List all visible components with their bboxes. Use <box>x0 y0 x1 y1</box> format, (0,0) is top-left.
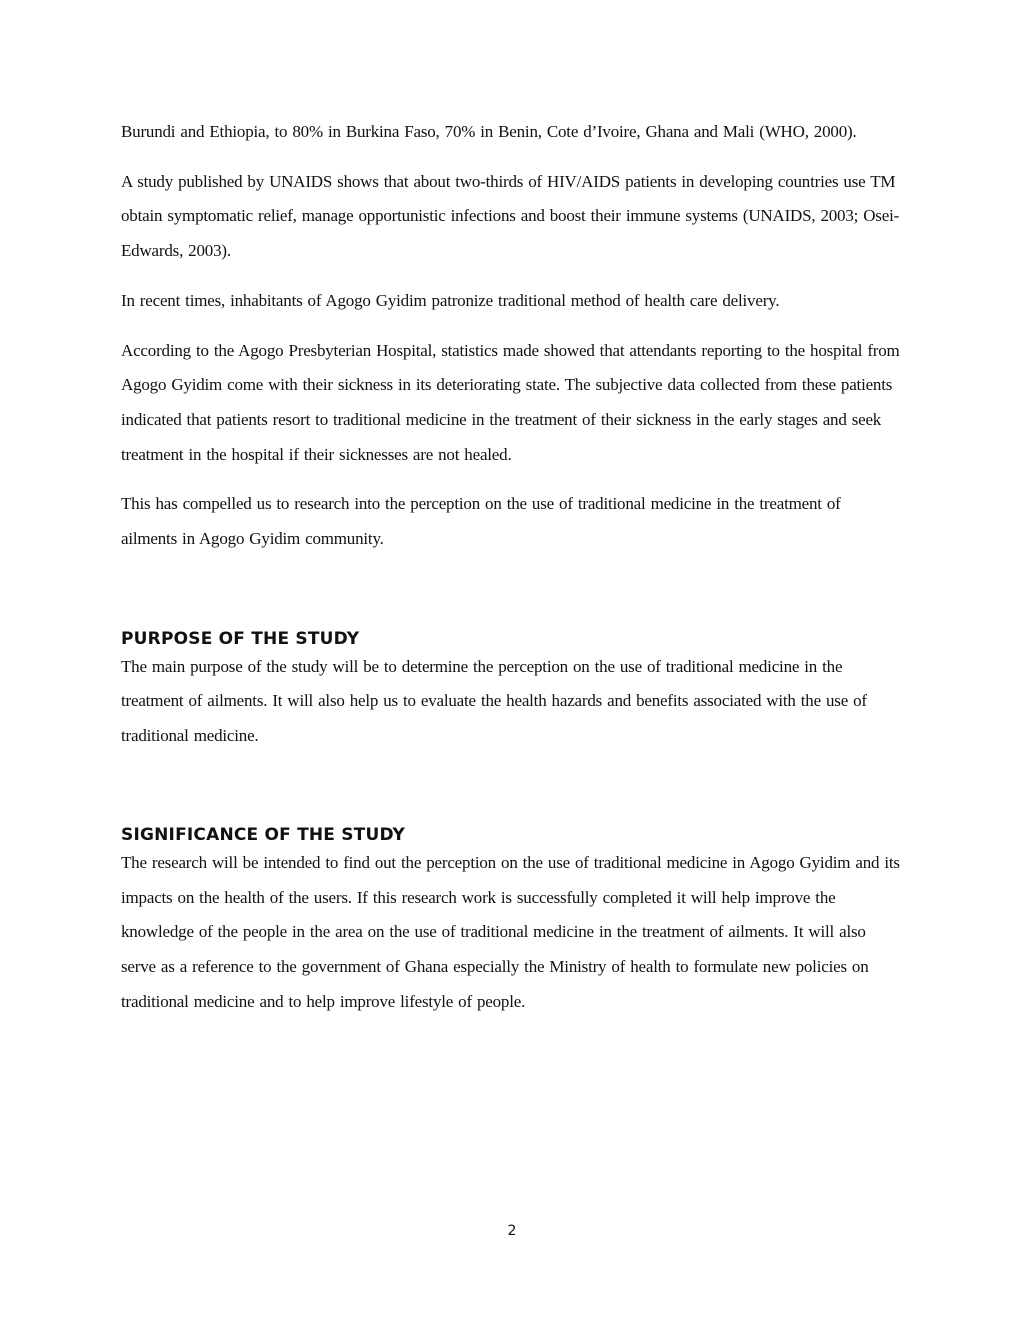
paragraph-research-motivation: This has compelled us to research into the perception on the use of traditional medicine in the treatment of ailments in Agogo Gyidim community. <box>121 494 841 549</box>
purpose-heading: PURPOSE OF THE STUDY <box>121 628 360 649</box>
significance-body <box>121 846 901 1020</box>
significance-section <box>121 824 901 1020</box>
paragraph-agogo-inhabitants: In recent times, inhabitants of Agogo Gyidim patronize traditional method of health care delivery. <box>121 290 780 310</box>
purpose-section <box>121 628 901 754</box>
paragraph-who-statistics: Burundi and Ethiopia, to 80% in Burkina Faso, 70% in Benin, Cote d’Ivoire, Ghana and Mali (WHO, 2000). <box>121 122 857 141</box>
purpose-paragraph: The main purpose of the study will be to determine the perception on the use of traditional medicine in the treatment of ailments. It will also help us to evaluate the health hazards and benefits associated with the use of traditional medicine. <box>121 656 867 746</box>
purpose-body <box>121 650 901 754</box>
page-number: 2 <box>507 1223 517 1239</box>
page-content <box>121 115 901 1034</box>
significance-paragraph: The research will be intended to find out the perception on the use of traditional medicine in Agogo Gyidim and its impacts on the health of the users. If this research work is successfully completed it will help improve the knowledge of the people in the area on the use of traditional medicine in the treatment of ailments. It will also serve as a reference to the government of Ghana especially the Ministry of health to formulate new policies on traditional medicine and to help improve lifestyle of people. <box>121 852 900 1011</box>
paragraph-unaids-study: A study published by UNAIDS shows that about two-thirds of HIV/AIDS patients in developing countries use TM obtain symptomatic relief, manage opportunistic infections and boost their immune systems (UNAIDS, 2003; Osei-Edwards, 2003). <box>121 171 900 261</box>
significance-heading: SIGNIFICANCE OF THE STUDY <box>121 824 406 845</box>
paragraph-hospital-statistics: According to the Agogo Presbyterian Hospital, statistics made showed that attendants reporting to the hospital from Agogo Gyidim come with their sickness in its deteriorating state. The subjective data collected from these patients indicated that patients resort to traditional medicine in the treatment of their sickness in the early stages and seek treatment in the hospital if their sicknesses are not healed. <box>121 340 900 464</box>
